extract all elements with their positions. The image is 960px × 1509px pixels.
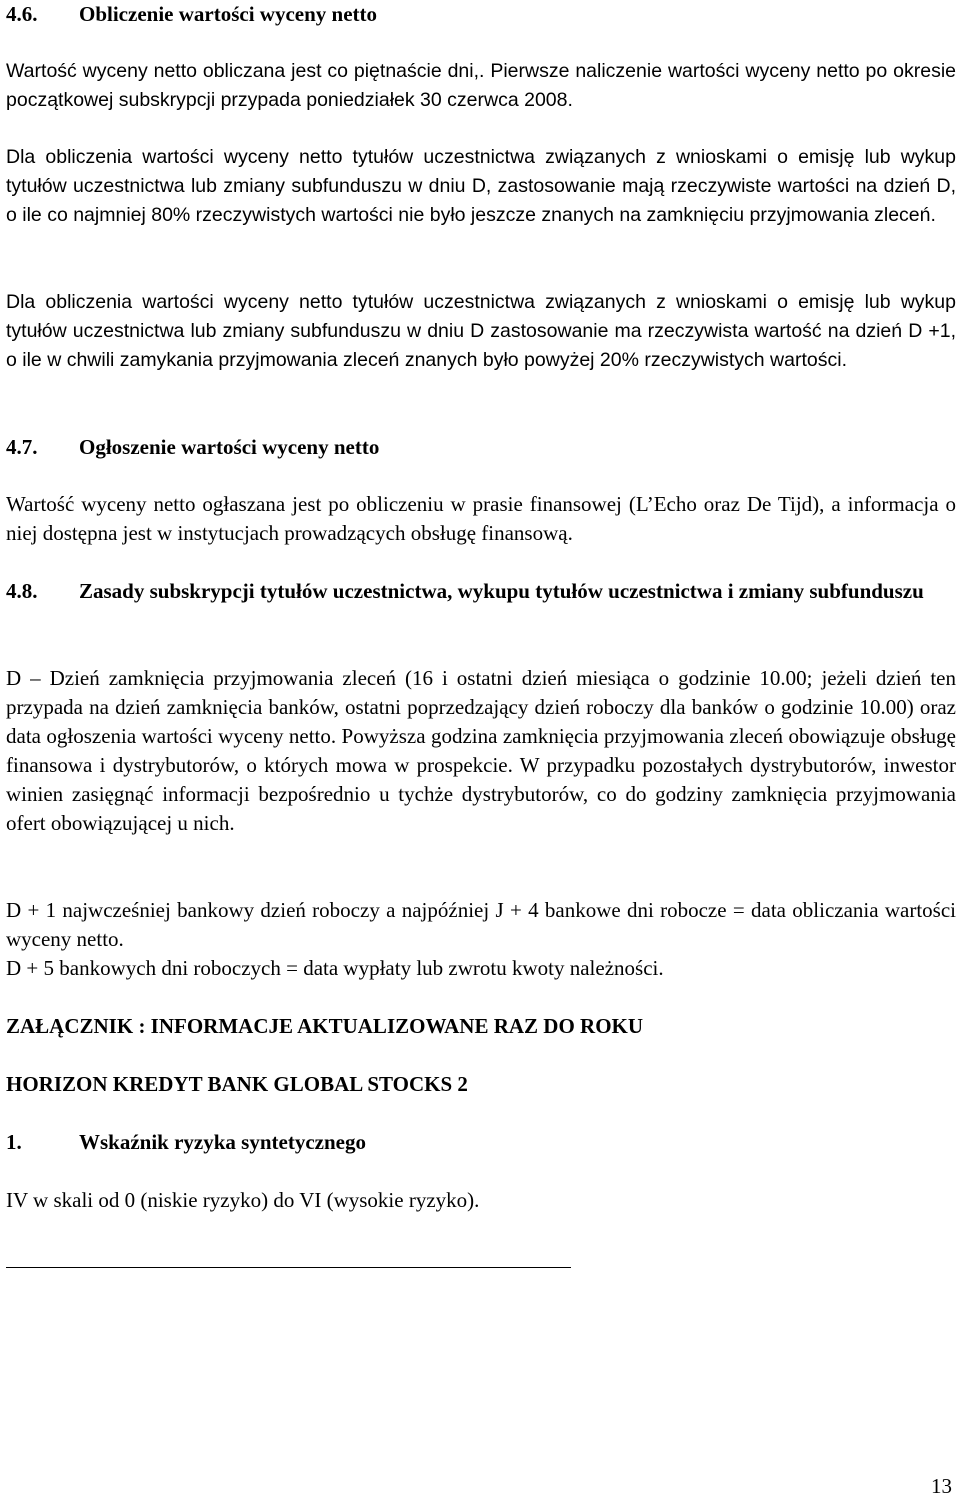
section-title: Wskaźnik ryzyka syntetycznego — [79, 1130, 366, 1154]
horizontal-rule — [6, 1267, 571, 1268]
section-4-7-heading — [6, 433, 956, 462]
section-4-8-heading — [6, 577, 956, 606]
fund-name: HORIZON KREDYT BANK GLOBAL STOCKS 2 — [6, 1072, 468, 1096]
paragraph: Dla obliczenia wartości wyceny netto tytułów uczestnictwa związanych z wnioskami o emisję lub wykup tytułów uczestnictwa lub zmiany subfunduszu w dniu D, zastosowanie mają rzeczywiste wartości na dzień D, o ile co najmniej 80% rzeczywistych wartości nie było jeszcze znanych na zamknięciu przyjmowania zleceń. — [6, 146, 956, 226]
paragraph: Wartość wyceny netto ogłaszana jest po obliczeniu w prasie finansowej (L’Echo oraz De Tijd), a informacja o niej dostępna jest w instytucjach prowadzących obsługę finansową. — [6, 492, 956, 545]
paragraph: Dla obliczenia wartości wyceny netto tytułów uczestnictwa związanych z wnioskami o emisję lub wykup tytułów uczestnictwa lub zmiany subfunduszu w dniu D zastosowanie ma rzeczywista wartość na dzień D +1, o ile w chwili zamykania przyjmowania zleceń znanych było powyżej 20% rzeczywistych wartości. — [6, 291, 956, 371]
risk-text: IV w skali od 0 (niskie ryzyko) do VI (wysokie ryzyko). — [6, 1188, 480, 1212]
paragraph: D + 5 bankowych dni roboczych = data wypłaty lub zwrotu kwoty należności. — [6, 956, 664, 980]
paragraph: D + 1 najwcześniej bankowy dzień roboczy a najpóźniej J + 4 bankowe dni robocze = data obliczania wartości wyceny netto. — [6, 898, 956, 951]
section-title: Zasady subskrypcji tytułów uczestnictwa, wykupu tytułów uczestnictwa i zmiany subfunduszu — [79, 579, 924, 603]
section-4-6-heading — [6, 0, 956, 29]
section-title: Obliczenie wartości wyceny netto — [79, 2, 378, 26]
paragraph: Wartość wyceny netto obliczana jest co piętnaście dni,. Pierwsze naliczenie wartości wyceny netto po okresie początkowej subskrypcji przypada poniedziałek 30 czerwca 2008. — [6, 60, 956, 111]
section-number: 4.6. — [6, 2, 38, 26]
section-title: Ogłoszenie wartości wyceny netto — [79, 435, 380, 459]
section-number: 4.7. — [6, 435, 38, 459]
section-number: 4.8. — [6, 579, 38, 603]
page-number: 13 — [931, 1474, 952, 1498]
section-number: 1. — [6, 1130, 22, 1154]
paragraph: D – Dzień zamknięcia przyjmowania zleceń (16 i ostatni dzień miesiąca o godzinie 10.00; jeżeli dzień ten przypada na dzień zamknięcia banków, ostatni poprzedzający dzień roboczy dla banków o godzinie 10.00) oraz data ogłoszenia wartości wyceny netto. Powyższa godzina zamknięcia przyjmowania zleceń obowiązuje obsługę finansowa i dystrybutorów, o których mowa w prospekcie. W przypadku pozostałych dystrybutorów, inwestor winien zasięgnąć informacji bezpośrednio u tychże dystrybutorów, co do godziny zamknięcia przyjmowania ofert obowiązującej u nich. — [6, 666, 956, 835]
annex-title: ZAŁĄCZNIK : INFORMACJE AKTUALIZOWANE RAZ DO ROKU — [6, 1014, 644, 1038]
risk-indicator-heading — [6, 1128, 956, 1157]
